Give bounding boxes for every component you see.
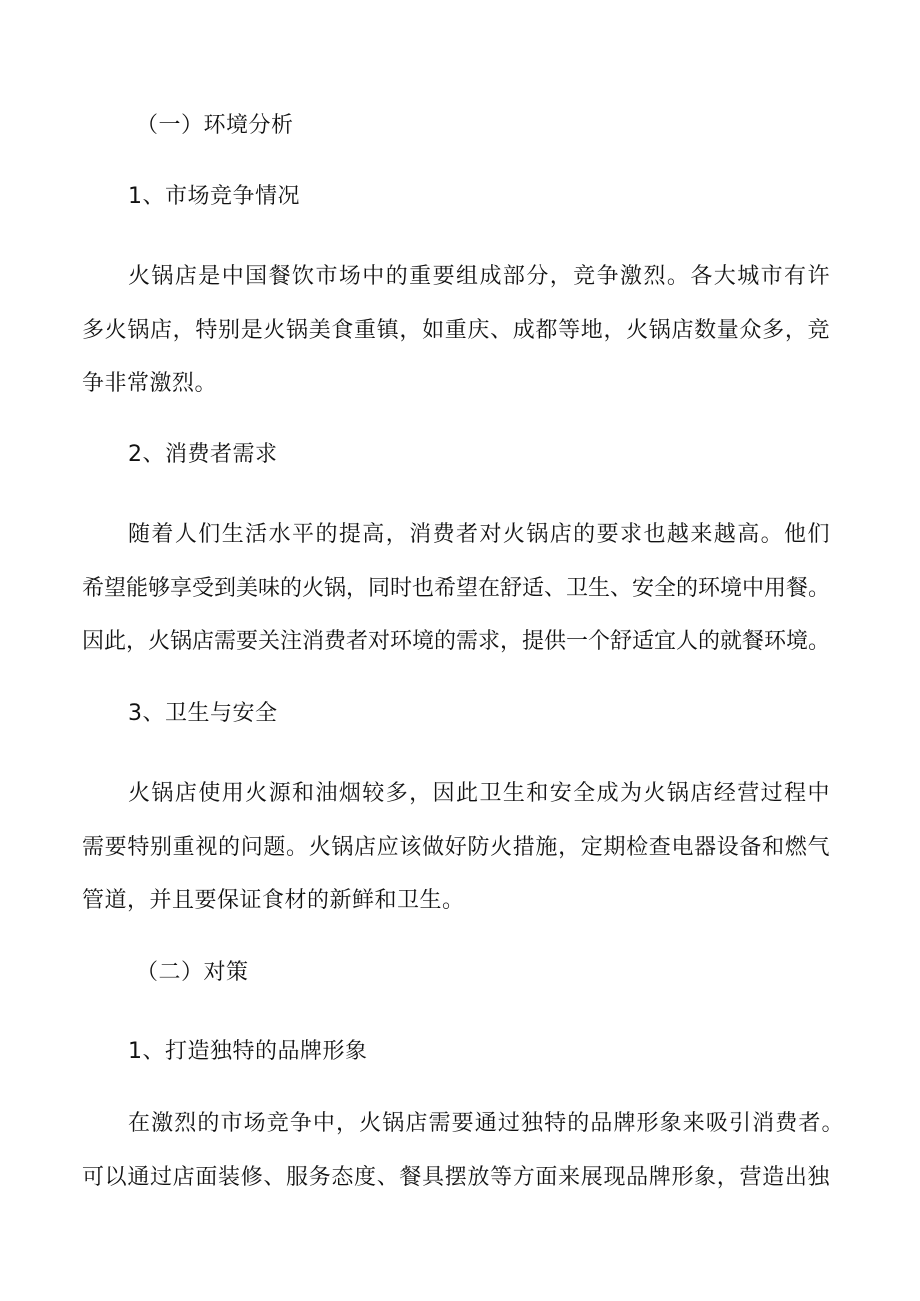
item2-heading: 2、消费者需求 xyxy=(128,442,278,467)
item1-line-2: 多火锅店，特别是火锅美食重镇，如重庆、成都等地，火锅店数量众多，竞 xyxy=(82,318,830,343)
item1-line-1: 火锅店是中国餐饮市场中的重要组成部分，竞争激烈。各大城市有许 xyxy=(128,264,830,289)
item3-line-2: 需要特别重视的问题。火锅店应该做好防火措施，定期检查电器设备和燃气 xyxy=(82,835,830,860)
item2-line-3: 因此，火锅店需要关注消费者对环境的需求，提供一个舒适宜人的就餐环境。 xyxy=(82,629,831,654)
item3-line-1: 火锅店使用火源和油烟较多，因此卫生和安全成为火锅店经营过程中 xyxy=(128,781,830,806)
section-two-heading: （二）对策 xyxy=(136,960,249,985)
item4-heading: 1、打造独特的品牌形象 xyxy=(128,1039,368,1064)
item2-line-1: 随着人们生活水平的提高，消费者对火锅店的要求也越来越高。他们 xyxy=(128,522,830,547)
item2-line-2: 希望能够享受到美味的火锅，同时也希望在舒适、卫生、安全的环境中用餐。 xyxy=(82,576,831,601)
item4-line-1: 在激烈的市场竞争中，火锅店需要通过独特的品牌形象来吸引消费者。 xyxy=(128,1111,844,1136)
section-one-heading: （一）环境分析 xyxy=(136,113,294,138)
item4-line-2: 可以通过店面装修、服务态度、餐具摆放等方面来展现品牌形象，营造出独 xyxy=(82,1165,830,1190)
item3-line-3: 管道，并且要保证食材的新鲜和卫生。 xyxy=(82,888,465,913)
item3-heading: 3、卫生与安全 xyxy=(128,701,278,726)
item1-line-3: 争非常激烈。 xyxy=(82,371,218,396)
item1-heading: 1、市场竞争情况 xyxy=(128,184,300,209)
